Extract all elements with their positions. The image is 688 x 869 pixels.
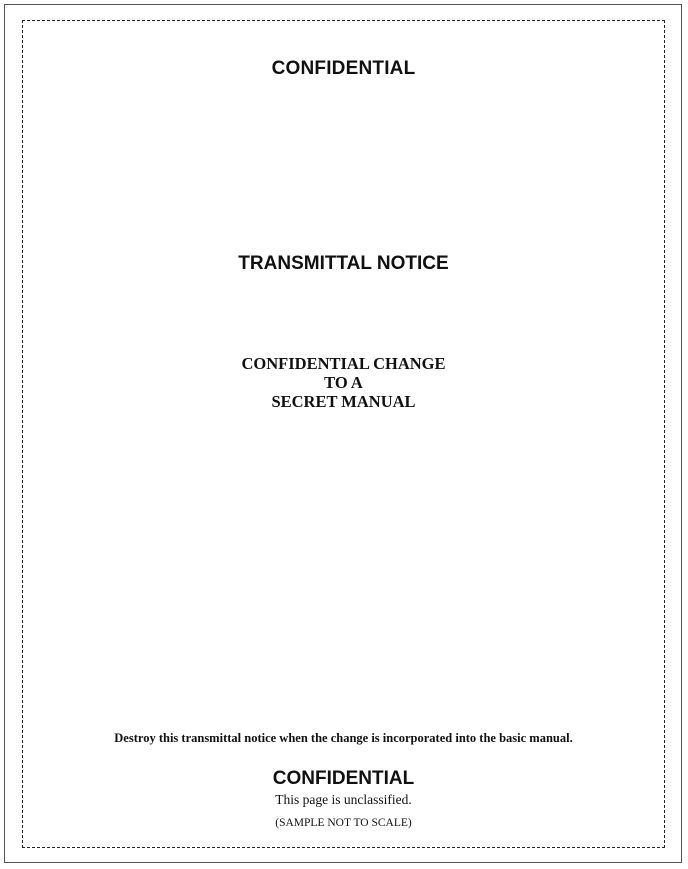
dashed-frame	[22, 20, 665, 848]
change-description	[22, 354, 665, 411]
sample-note: (SAMPLE NOT TO SCALE)	[275, 817, 412, 829]
destroy-instruction: Destroy this transmittal notice when the change is incorporated into the basic manual.	[114, 731, 573, 745]
change-line-1: CONFIDENTIAL CHANGE	[241, 354, 446, 373]
page-status: This page is unclassified.	[275, 792, 412, 807]
top-classification-marking: CONFIDENTIAL	[271, 58, 416, 79]
bottom-classification-marking: CONFIDENTIAL	[272, 768, 415, 789]
notice-title: TRANSMITTAL NOTICE	[238, 253, 449, 274]
change-line-3: SECRET MANUAL	[271, 392, 416, 411]
change-line-2: TO A	[324, 373, 363, 392]
